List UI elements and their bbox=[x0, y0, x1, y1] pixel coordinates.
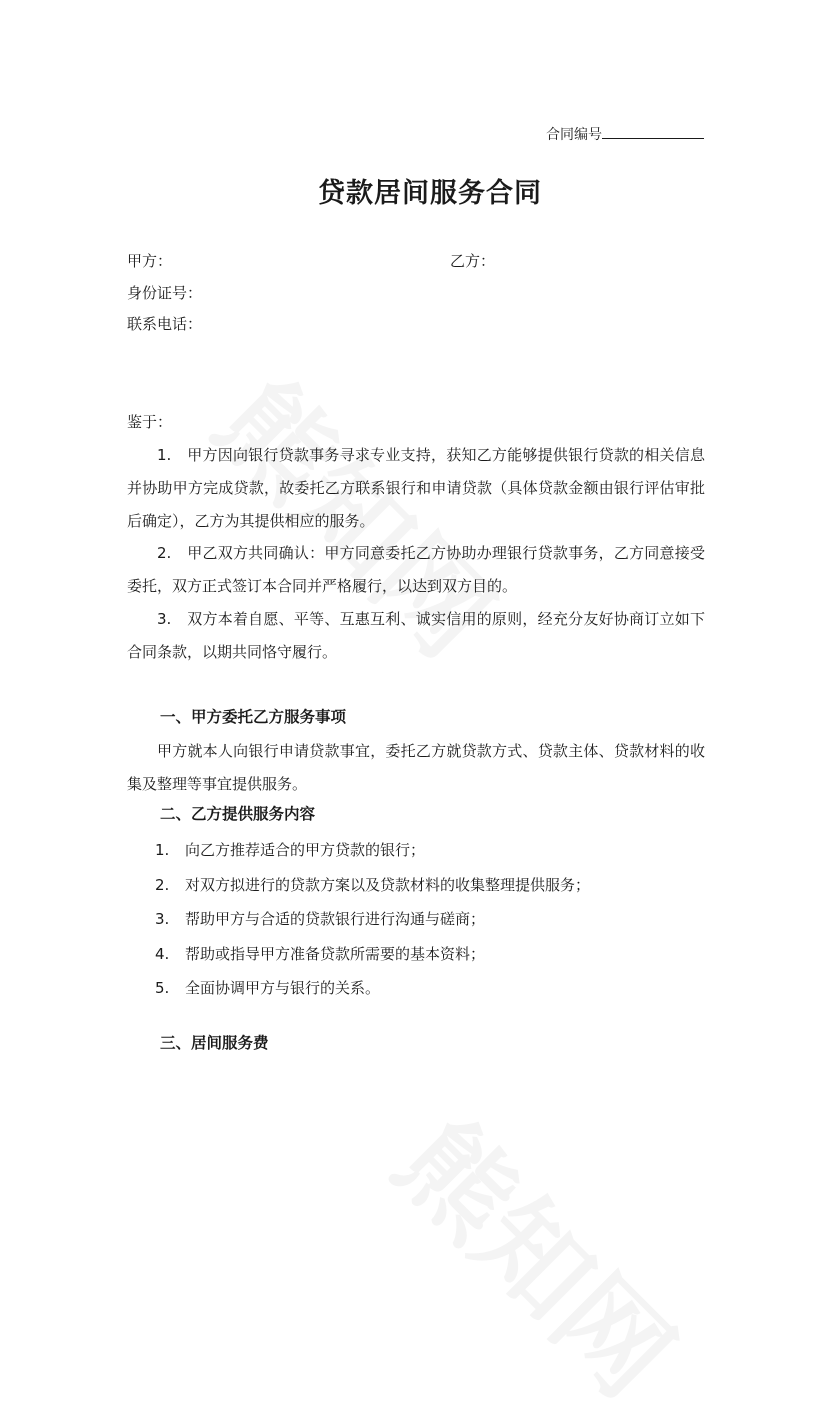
contract-number-label: 合同编号 bbox=[546, 127, 602, 143]
section-heading: 二、乙方提供服务内容 bbox=[160, 805, 316, 823]
whereas-item bbox=[127, 439, 705, 538]
party-a-label: 甲方： bbox=[127, 252, 173, 270]
item-number: 2. bbox=[157, 544, 172, 562]
id-number-label: 身份证号： bbox=[127, 284, 203, 302]
item-number: 3. bbox=[155, 910, 170, 928]
item-text: 帮助甲方与合适的贷款银行进行沟通与磋商； bbox=[185, 910, 486, 928]
whereas-item bbox=[127, 537, 705, 603]
whereas-item bbox=[127, 603, 705, 669]
section-heading: 三、居间服务费 bbox=[160, 1034, 269, 1052]
item-number: 4. bbox=[155, 944, 170, 963]
party-b-label: 乙方： bbox=[450, 252, 496, 270]
item-text: 对双方拟进行的贷款方案以及贷款材料的收集整理提供服务； bbox=[185, 875, 591, 894]
whereas-label: 鉴于： bbox=[127, 413, 173, 431]
list-item bbox=[155, 833, 715, 868]
section-heading: 一、甲方委托乙方服务事项 bbox=[160, 708, 347, 726]
list-item bbox=[155, 902, 715, 937]
phone-label: 联系电话： bbox=[127, 315, 203, 333]
service-list bbox=[155, 833, 715, 1006]
section-text: 甲方就本人向银行申请贷款事宜，委托乙方就贷款方式、贷款主体、贷款材料的收集及整理等事宜提供服务。 bbox=[127, 742, 705, 793]
item-text: 全面协调甲方与银行的关系。 bbox=[185, 979, 381, 997]
contract-number bbox=[546, 123, 704, 145]
list-item bbox=[155, 971, 715, 1006]
document-title: 贷款居间服务合同 bbox=[318, 178, 542, 209]
list-item bbox=[155, 868, 715, 903]
item-number: 1. bbox=[155, 841, 170, 859]
item-text: 双方本着自愿、平等、互惠互利、诚实信用的原则，经充分友好协商订立如下合同条款，以期共同恪守履行。 bbox=[127, 610, 705, 661]
item-text: 帮助或指导甲方准备贷款所需要的基本资料； bbox=[185, 944, 486, 963]
item-number: 3. bbox=[157, 610, 172, 628]
item-text: 甲乙双方共同确认：甲方同意委托乙方协助办理银行贷款事务，乙方同意接受委托，双方正式签订本合同并严格履行，以达到双方目的。 bbox=[127, 544, 705, 595]
watermark bbox=[368, 1080, 713, 1425]
item-text: 甲方因向银行贷款事务寻求专业支持，获知乙方能够提供银行贷款的相关信息并协助甲方完成贷款，故委托乙方联系银行和申请贷款（具体贷款金额由银行评估审批后确定），乙方为其提供相应的服务。 bbox=[127, 446, 705, 530]
item-text: 向乙方推荐适合的甲方贷款的银行； bbox=[185, 841, 426, 859]
contract-number-blank bbox=[602, 123, 704, 139]
list-item bbox=[155, 937, 715, 972]
item-number: 2. bbox=[155, 875, 170, 894]
item-number: 5. bbox=[155, 979, 170, 997]
item-number: 1. bbox=[157, 446, 172, 464]
